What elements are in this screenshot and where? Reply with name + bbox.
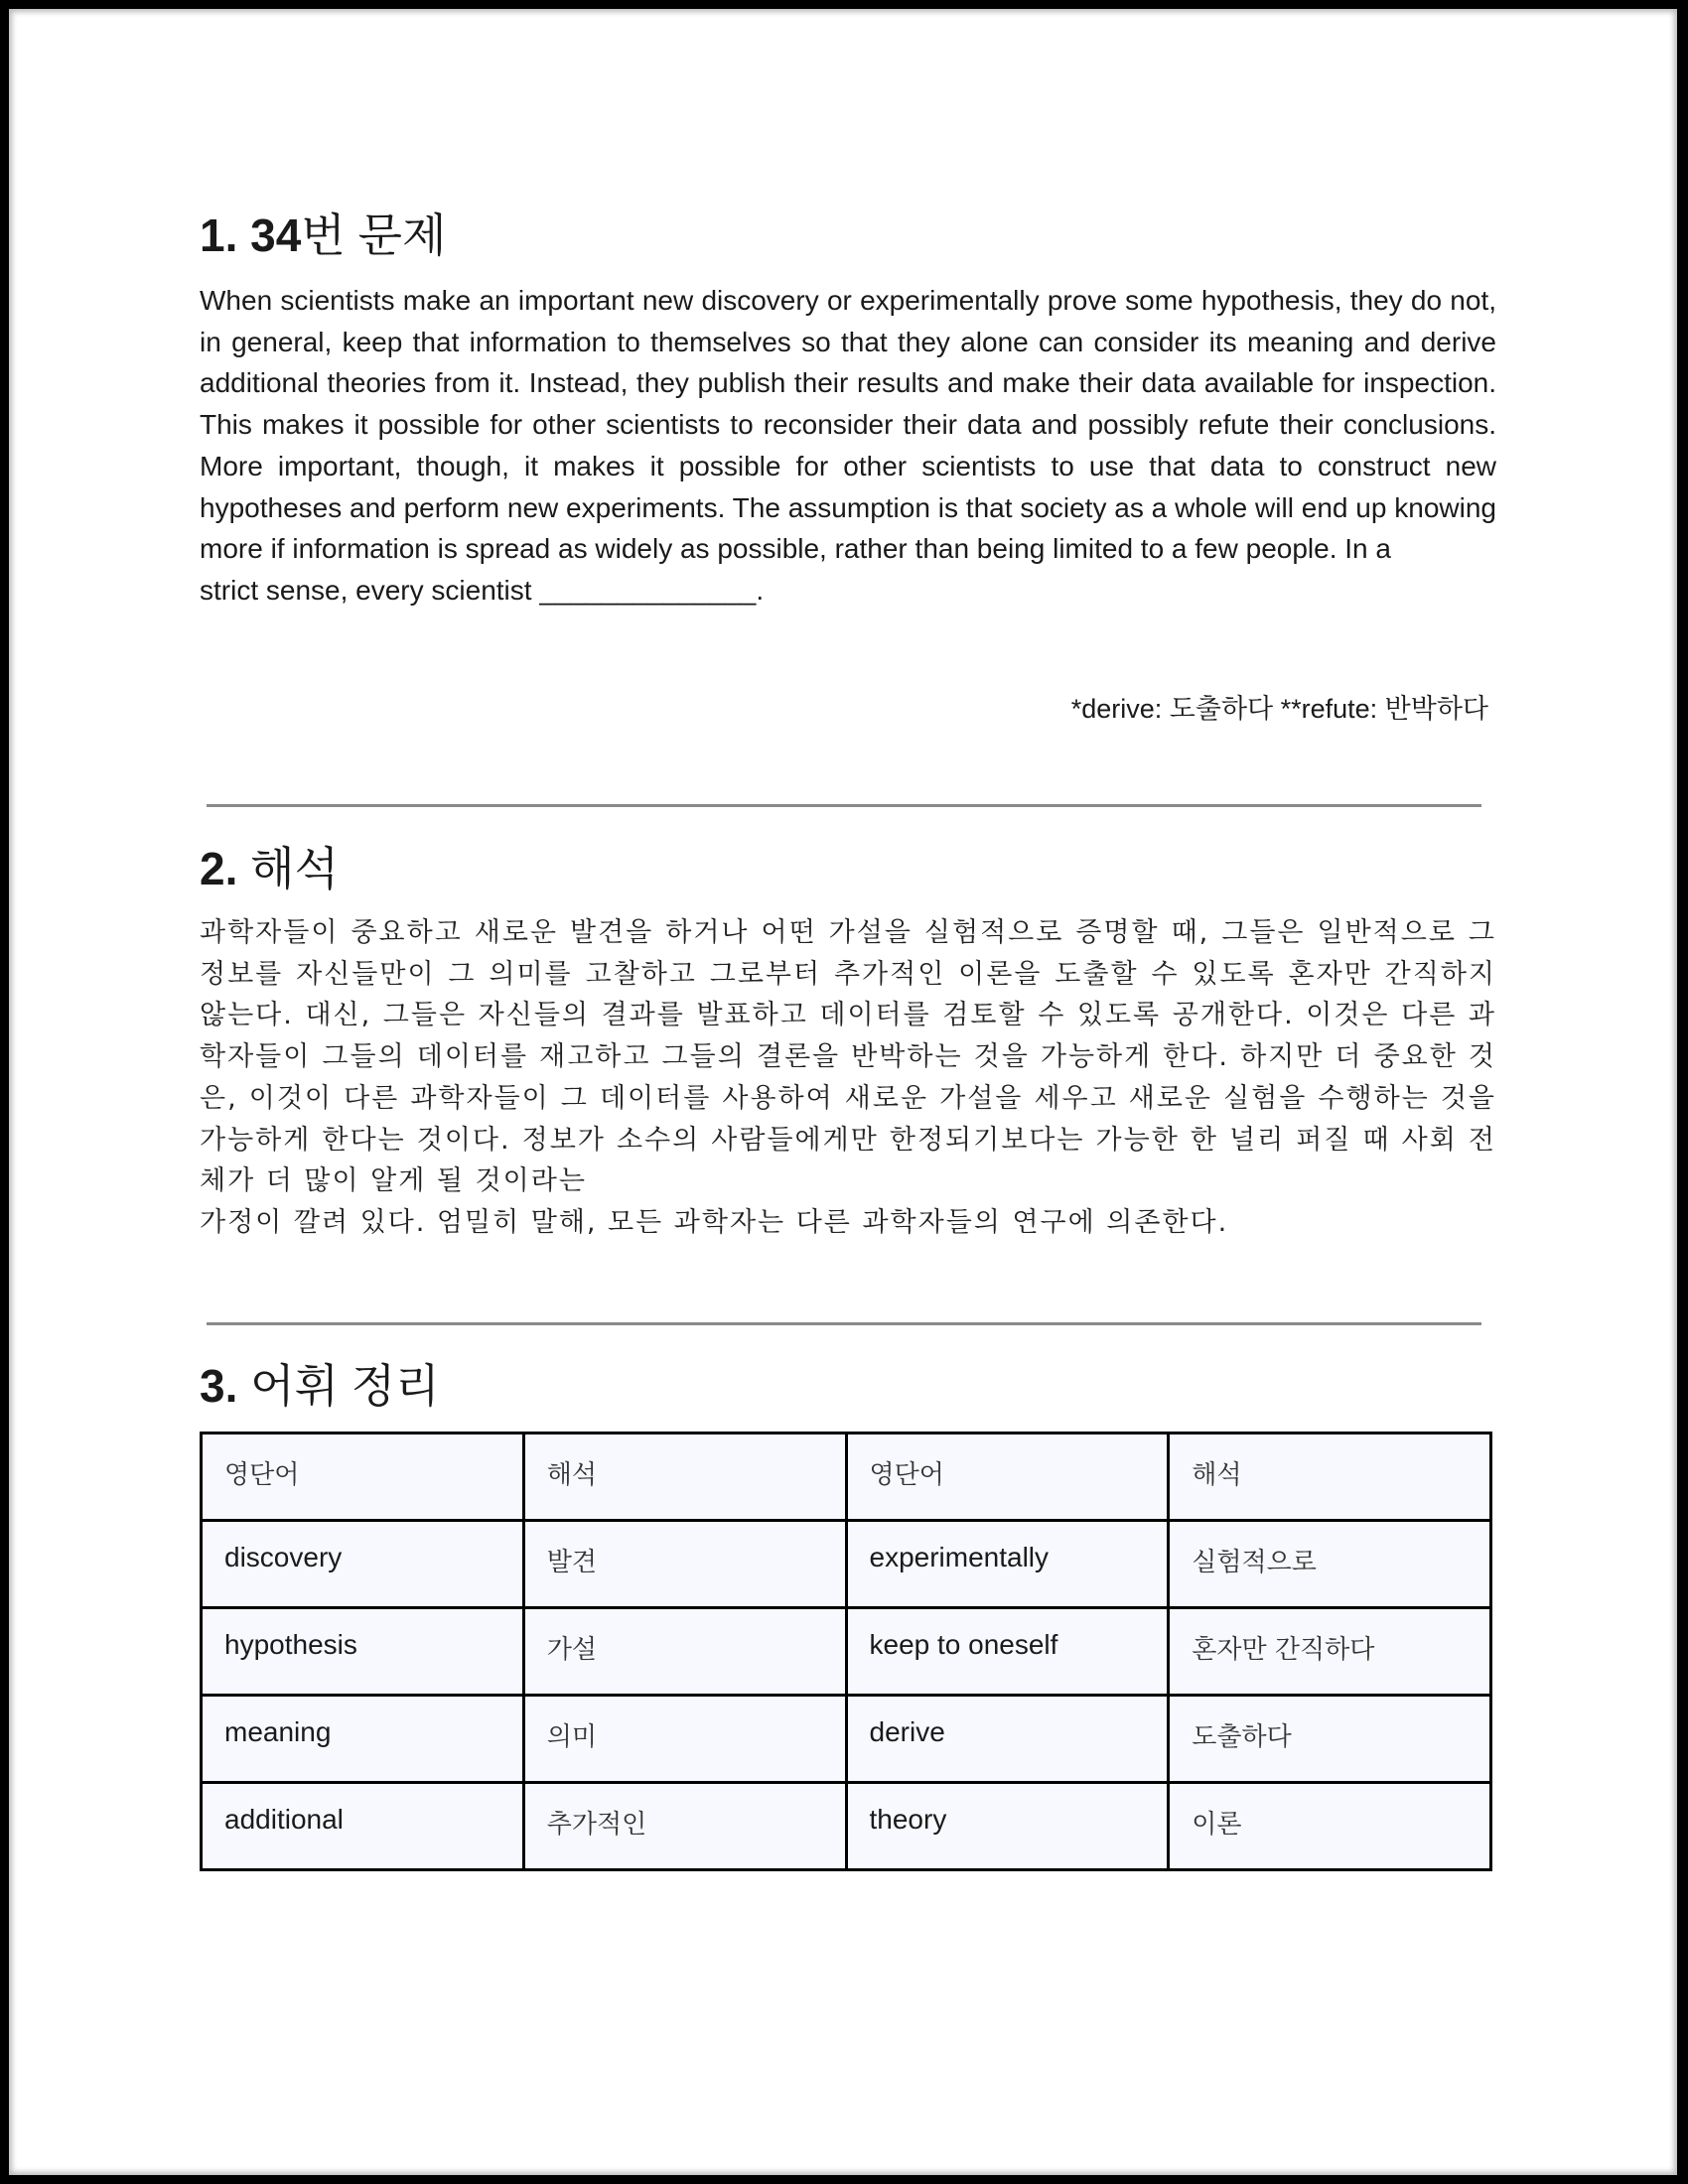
vocabulary-table xyxy=(200,1432,1492,1871)
table-header-row xyxy=(202,1433,1491,1521)
footnote: *derive: 도출하다 **refute: 반박하다 xyxy=(1070,694,1488,724)
meaning-cell: 도출하다 xyxy=(1169,1696,1491,1783)
word-cell: meaning xyxy=(202,1696,524,1783)
meaning-cell: 의미 xyxy=(523,1696,846,1783)
table-row xyxy=(202,1608,1491,1696)
passage-translation: 과학자들이 중요하고 새로운 발견을 하거나 어떤 가설을 실험적으로 증명할 때, 그들은 일반적으로 그 정보를 자신들만이 그 의미를 고찰하고 그로부터 추가적인 이론을 도출할 수 있도록 혼자만 간직하지 않는다. 대신, 그들은 자신들의 결과를 발표하고 데이터를 검토할 수 있도록 공개한다. 이것은 다른 과학자들이 그들의 데이터를 재고하고 그들의 결론을 반박하는 것을 가능하게 한다. 하지만 더 중요한 것은, 이것이 다른 과학자들이 그 데이터를 사용하여 새로운 가설을 세우고 새로운 실험을 수행하는 것을 가능하게 한다는 것이다. 정보가 소수의 사람들에게만 한정되기보다는 가능한 한 널리 퍼질 때 사회 전체가 더 많이 알게 될 것이라는 가정이 깔려 있다. 엄밀히 말해, 모든 과학자는 다른 과학자들의 연구에 의존한다. xyxy=(200,917,1496,1238)
word-cell: keep to oneself xyxy=(846,1608,1169,1696)
divider xyxy=(207,1322,1481,1325)
header-cell: 해석 xyxy=(1169,1433,1491,1521)
word-cell: additional xyxy=(202,1783,524,1870)
word-cell: hypothesis xyxy=(202,1608,524,1696)
meaning-cell: 발견 xyxy=(523,1521,846,1608)
table-row xyxy=(202,1521,1491,1608)
table-row xyxy=(202,1783,1491,1870)
section3-heading: 3. 어휘 정리 xyxy=(200,1360,440,1412)
meaning-cell: 실험적으로 xyxy=(1169,1521,1491,1608)
meaning-cell: 혼자만 간직하다 xyxy=(1169,1608,1491,1696)
passage-english: When scientists make an important new discovery or experimentally prove some hypothesis, they do not, in general, keep that information to themselves so that they alone can consider its meaning and derive additional theories from it. Instead, they publish their results and make their data available for inspection. This makes it possible for other scientists to reconsider their data and possibly refute their conclusions. More important, though, it makes it possible for other scientists to use that data to construct new hypotheses and perform new experiments. The assumption is that society as a whole will end up knowing more if information is spread as widely as possible, rather than being limited to a few people. In a strict sense, every scientist ______________. xyxy=(200,285,1496,606)
table-row xyxy=(202,1696,1491,1783)
meaning-cell: 가설 xyxy=(523,1608,846,1696)
divider xyxy=(207,804,1481,807)
meaning-cell: 이론 xyxy=(1169,1783,1491,1870)
document-page xyxy=(9,9,1677,2175)
header-cell: 해석 xyxy=(523,1433,846,1521)
section1-heading: 1. 34번 문제 xyxy=(200,209,447,261)
header-cell: 영단어 xyxy=(202,1433,524,1521)
header-cell: 영단어 xyxy=(846,1433,1169,1521)
word-cell: theory xyxy=(846,1783,1169,1870)
meaning-cell: 추가적인 xyxy=(523,1783,846,1870)
section2-heading: 2. 해석 xyxy=(200,843,340,894)
word-cell: experimentally xyxy=(846,1521,1169,1608)
word-cell: derive xyxy=(846,1696,1169,1783)
word-cell: discovery xyxy=(202,1521,524,1608)
